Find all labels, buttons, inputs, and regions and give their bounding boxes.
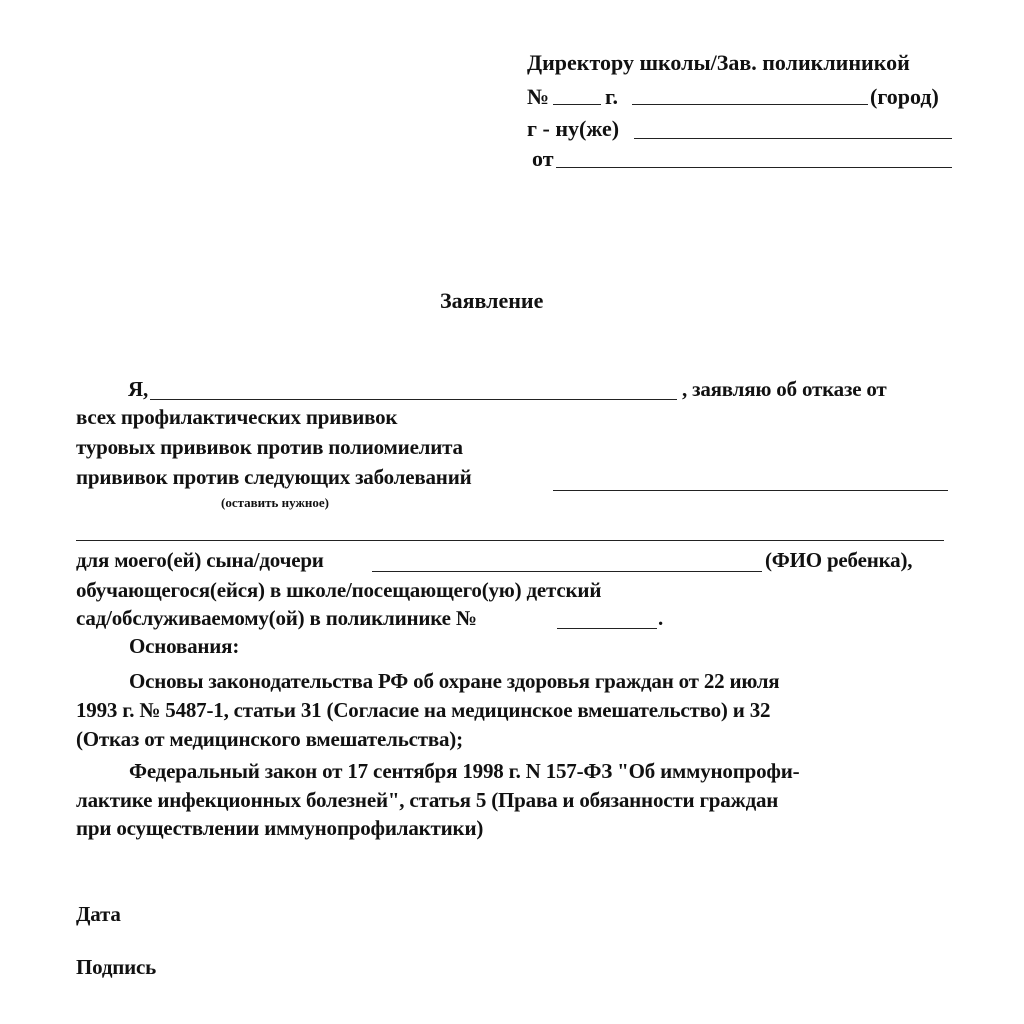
grounds-p2-line3: при осуществлении иммунопрофилактики)	[76, 816, 484, 840]
city-field[interactable]	[632, 104, 868, 105]
signature-label: Подпись	[76, 955, 157, 979]
document-title: Заявление	[440, 288, 544, 313]
from-person-label: г - ну(же)	[527, 116, 620, 141]
grounds-p1-line3: (Отказ от медицинского вмешательства);	[76, 727, 463, 751]
grounds-p1-line2: 1993 г. № 5487-1, статьи 31 (Согласие на медицинское вмешательство) и 32	[76, 698, 771, 722]
grounds-heading: Основания:	[129, 634, 240, 658]
grounds-p1-line1: Основы законодательства РФ об охране здоровья граждан от 22 июля	[129, 669, 780, 693]
period: .	[658, 606, 664, 630]
statement-i: Я,	[128, 377, 149, 401]
school-line-2: сад/обслуживаемому(ой) в поликлинике №	[76, 606, 477, 630]
diseases-field[interactable]	[553, 490, 948, 491]
child-hint: (ФИО ребенка),	[765, 548, 913, 572]
option-diseases: прививок против следующих заболеваний	[76, 465, 472, 489]
number-label: №	[527, 84, 550, 109]
school-line-1: обучающегося(ейся) в школе/посещающего(ую) детский	[76, 578, 602, 602]
addressee-line: Директору школы/Зав. поликлиникой	[527, 50, 910, 75]
date-label: Дата	[76, 902, 121, 926]
grounds-p2-line2: лактике инфекционных болезней", статья 5 (Права и обязанности граждан	[76, 788, 779, 812]
statement-declare: , заявляю об отказе от	[682, 377, 887, 401]
parent-name-field[interactable]	[150, 399, 677, 400]
option-hint: (оставить нужное)	[221, 495, 329, 510]
grounds-p2-line1: Федеральный закон от 17 сентября 1998 г. N 157-ФЗ "Об иммунопрофи-	[129, 759, 800, 783]
child-prefix: для моего(ей) сына/дочери	[76, 548, 324, 572]
clinic-number-field[interactable]	[557, 628, 657, 629]
city-hint: (город)	[870, 84, 939, 109]
city-abbr-label: г.	[605, 84, 619, 109]
option-all-vaccinations: всех профилактических прививок	[76, 405, 398, 429]
applicant-name-field[interactable]	[634, 138, 952, 139]
from-field[interactable]	[556, 167, 952, 168]
diseases-field-continued[interactable]	[76, 540, 944, 541]
school-number-field[interactable]	[553, 104, 601, 105]
child-name-field[interactable]	[372, 571, 762, 572]
option-polio-vaccinations: туровых прививок против полиомиелита	[76, 435, 463, 459]
from-label: от	[532, 146, 554, 171]
